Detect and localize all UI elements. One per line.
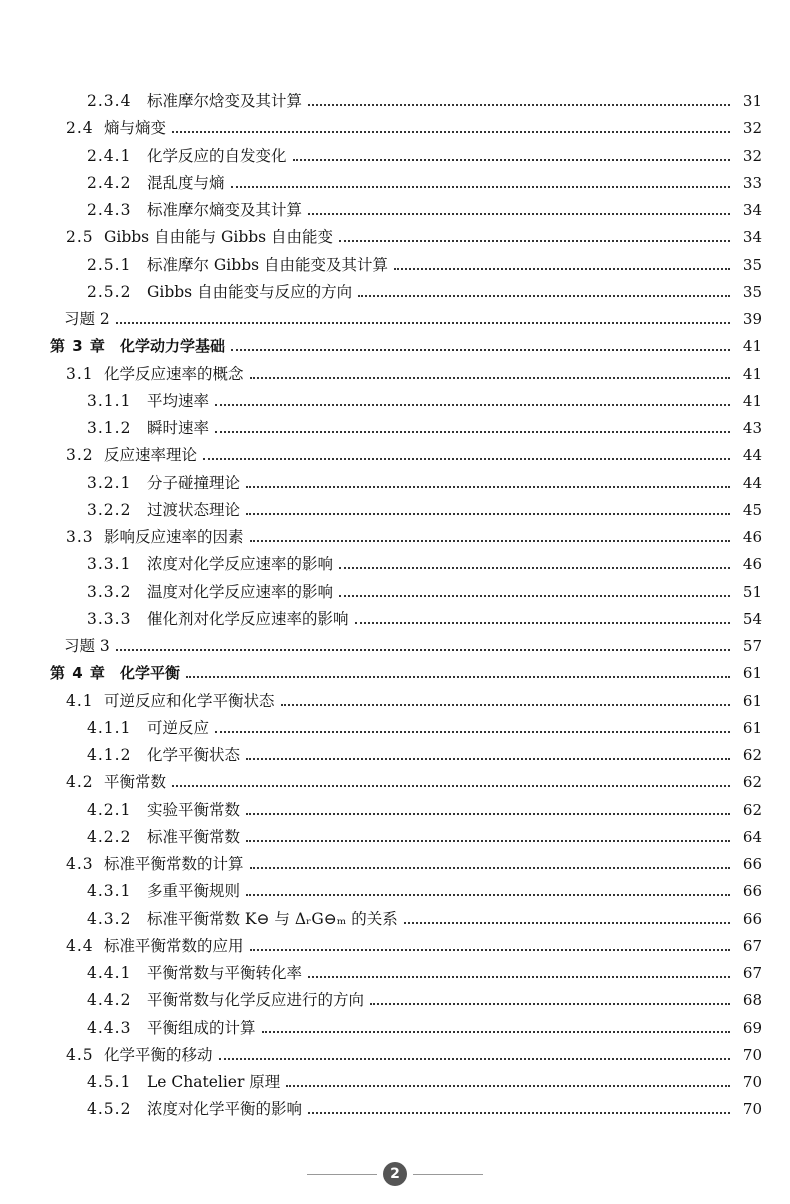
toc-entry-title: 标准平衡常数 K⊖ 与 ΔᵣG⊖ₘ 的关系: [147, 909, 398, 928]
toc-entry-section: [0, 361, 790, 388]
dot-leader: [339, 566, 730, 569]
dot-leader: [250, 866, 730, 869]
toc-entry-page: 62: [742, 773, 762, 792]
toc-entry-subsection: [0, 170, 790, 197]
toc-entry-number: 4.4.1: [87, 964, 132, 982]
toc-entry-title: 多重平衡规则: [147, 882, 241, 901]
toc-entry-title: 化学反应速率的概念: [104, 364, 244, 383]
toc-entry-page: 61: [742, 718, 762, 737]
toc-entry-number: 2.3.4: [87, 92, 132, 110]
toc-entry-subsection: [0, 797, 790, 824]
toc-entry-page: 66: [742, 882, 762, 901]
toc-entry-title: 可逆反应和化学平衡状态: [104, 691, 275, 710]
toc-entry-page: 34: [742, 228, 762, 247]
toc-entry-title: 熵与熵变: [104, 119, 167, 138]
dot-leader: [308, 1111, 730, 1114]
dot-leader: [215, 730, 730, 733]
toc-entry-number: 2.4: [66, 119, 94, 138]
dot-leader: [250, 539, 730, 542]
dot-leader: [308, 103, 730, 106]
toc-entry-title: 影响反应速率的因素: [104, 528, 244, 546]
toc-entry-page: 34: [742, 201, 762, 219]
toc-entry-page: 68: [742, 991, 762, 1010]
toc-entry-number: 第 3 章: [50, 337, 106, 356]
toc-entry-page: 70: [742, 1073, 762, 1091]
toc-entry-title: 化学平衡: [120, 664, 181, 683]
toc-entry-exercise: [0, 633, 790, 660]
toc-entry-page: 39: [742, 310, 762, 328]
toc-entry-title: 标准摩尔焓变及其计算: [147, 92, 303, 110]
toc-entry-subsection: [0, 470, 790, 497]
toc-entry-section: [0, 688, 790, 715]
toc-entry-page: 46: [742, 528, 762, 546]
dot-leader: [215, 430, 730, 433]
toc-entry-number: 4.5.1: [87, 1073, 132, 1091]
toc-entry-number: 3.3.2: [87, 582, 132, 601]
toc-entry-number: 3.1.1: [87, 391, 132, 410]
toc-entry-subsection: [0, 88, 790, 115]
toc-entry-subsection: [0, 606, 790, 633]
footer-rule-left: [307, 1174, 377, 1175]
toc-entry-number: 4.4.3: [87, 1018, 132, 1037]
toc-entry-page: 61: [742, 691, 762, 710]
toc-entry-section: [0, 115, 790, 142]
toc-entry-page: 67: [742, 936, 762, 955]
toc-entry-number: 3.3.3: [87, 609, 132, 628]
dot-leader: [339, 594, 730, 597]
toc-entry-title: 温度对化学反应速率的影响: [147, 582, 334, 601]
toc-entry-subsection: [0, 497, 790, 524]
toc-entry-title: 标准平衡常数: [147, 827, 241, 846]
toc-entry-number: 4.3.1: [87, 882, 132, 901]
toc-entry-number: 2.4.2: [87, 173, 132, 192]
toc-entry-number: 4.1.2: [87, 746, 132, 764]
toc-entry-page: 66: [742, 909, 762, 928]
toc-entry-title: 过渡状态理论: [147, 500, 241, 519]
toc-entry-title: 化学平衡状态: [147, 746, 241, 764]
toc-entry-title: 平衡常数: [104, 773, 167, 792]
toc-entry-number: 3.2.1: [87, 473, 132, 492]
toc-entry-page: 46: [742, 555, 762, 574]
toc-entry-subsection: [0, 742, 790, 769]
toc-entry-title: 平衡常数与平衡转化率: [147, 964, 303, 982]
dot-leader: [172, 130, 730, 133]
toc-entry-subsection: [0, 252, 790, 279]
toc-entry-title: 化学反应的自发变化: [147, 146, 287, 165]
toc-entry-number: 4.5.2: [87, 1100, 132, 1119]
dot-leader: [394, 267, 730, 270]
toc-entry-title: 习题 2: [64, 310, 110, 328]
page-number-badge: 2: [383, 1162, 407, 1186]
toc-entry-title: 可逆反应: [147, 718, 210, 737]
toc-entry-subsection: [0, 279, 790, 306]
toc-entry-number: 4.4.2: [87, 991, 132, 1010]
toc-entry-title: 标准摩尔 Gibbs 自由能变及其计算: [147, 255, 388, 274]
dot-leader: [370, 1002, 730, 1005]
toc-entry-chapter: [0, 333, 790, 360]
toc-entry-title: 标准摩尔熵变及其计算: [147, 201, 303, 219]
dot-leader: [215, 403, 730, 406]
dot-leader: [358, 294, 730, 297]
toc-entry-title: 实验平衡常数: [147, 800, 241, 819]
toc-entry-page: 44: [742, 446, 762, 465]
toc-entry-subsection: [0, 1015, 790, 1042]
toc-entry-page: 51: [742, 582, 762, 601]
toc-entry-number: 3.2.2: [87, 500, 132, 519]
toc-entry-subsection: [0, 824, 790, 851]
toc-entry-page: 31: [742, 92, 762, 110]
toc-entry-section: [0, 769, 790, 796]
dot-leader: [246, 512, 730, 515]
toc-entry-subsection: [0, 143, 790, 170]
dot-leader: [219, 1057, 730, 1060]
table-of-contents: [0, 88, 790, 1124]
toc-entry-page: 57: [742, 637, 762, 655]
toc-entry-page: 62: [742, 746, 762, 764]
toc-entry-number: 4.4: [66, 936, 94, 955]
toc-entry-page: 62: [742, 800, 762, 819]
toc-entry-chapter: [0, 660, 790, 687]
dot-leader: [203, 457, 730, 460]
dot-leader: [355, 621, 730, 624]
toc-entry-subsection: [0, 1096, 790, 1123]
dot-leader: [286, 1084, 730, 1087]
dot-leader: [246, 893, 730, 896]
dot-leader: [339, 239, 730, 242]
toc-entry-subsection: [0, 715, 790, 742]
toc-entry-page: 41: [742, 337, 762, 356]
dot-leader: [246, 839, 730, 842]
toc-entry-number: 4.1.1: [87, 718, 132, 737]
dot-leader: [308, 975, 730, 978]
toc-entry-page: 32: [742, 119, 762, 138]
dot-leader: [262, 1030, 730, 1033]
dot-leader: [231, 348, 730, 351]
toc-entry-number: 2.5.1: [87, 255, 132, 274]
toc-entry-title: Gibbs 自由能与 Gibbs 自由能变: [104, 228, 334, 247]
toc-entry-page: 61: [742, 664, 762, 683]
toc-entry-number: 4.1: [66, 691, 94, 710]
toc-entry-page: 35: [742, 282, 762, 301]
toc-entry-title: 平衡组成的计算: [147, 1018, 256, 1037]
dot-leader: [404, 921, 730, 924]
toc-entry-title: 浓度对化学反应速率的影响: [147, 555, 334, 574]
dot-leader: [172, 784, 730, 787]
toc-entry-number: 3.1: [66, 364, 94, 383]
toc-entry-number: 2.4.3: [87, 201, 132, 219]
toc-entry-page: 69: [742, 1018, 762, 1037]
toc-entry-page: 54: [742, 609, 762, 628]
dot-leader: [250, 376, 730, 379]
toc-entry-subsection: [0, 551, 790, 578]
toc-entry-subsection: [0, 987, 790, 1014]
footer-rule-right: [413, 1174, 483, 1175]
toc-entry-title: 平均速率: [147, 391, 210, 410]
toc-entry-subsection: [0, 878, 790, 905]
dot-leader: [308, 212, 730, 215]
toc-entry-section: [0, 224, 790, 251]
toc-entry-title: 浓度对化学平衡的影响: [147, 1100, 303, 1119]
toc-entry-page: 43: [742, 419, 762, 437]
toc-entry-page: 66: [742, 855, 762, 873]
toc-entry-number: 4.3: [66, 855, 94, 873]
toc-entry-page: 41: [742, 391, 762, 410]
toc-entry-section: [0, 1042, 790, 1069]
dot-leader: [293, 158, 730, 161]
toc-entry-title: 瞬时速率: [147, 419, 210, 437]
toc-entry-number: 2.4.1: [87, 146, 132, 165]
toc-entry-page: 35: [742, 255, 762, 274]
toc-entry-number: 3.1.2: [87, 419, 132, 437]
toc-entry-page: 67: [742, 964, 762, 982]
toc-entry-page: 41: [742, 364, 762, 383]
toc-entry-exercise: [0, 306, 790, 333]
toc-entry-section: [0, 851, 790, 878]
toc-entry-title: 混乱度与熵: [147, 173, 225, 192]
toc-entry-number: 4.2: [66, 773, 94, 792]
toc-entry-page: 70: [742, 1100, 762, 1119]
toc-entry-number: 3.2: [66, 446, 94, 465]
toc-entry-number: 4.2.1: [87, 800, 132, 819]
toc-entry-number: 3.3.1: [87, 555, 132, 574]
toc-entry-section: [0, 933, 790, 960]
toc-entry-title: Le Chatelier 原理: [147, 1073, 281, 1091]
toc-entry-title: 反应速率理论: [104, 446, 198, 465]
toc-entry-number: 2.5: [66, 228, 94, 247]
toc-entry-subsection: [0, 415, 790, 442]
toc-entry-number: 第 4 章: [50, 664, 106, 683]
toc-entry-number: 4.3.2: [87, 909, 132, 928]
toc-entry-number: 2.5.2: [87, 282, 132, 301]
toc-entry-title: 分子碰撞理论: [147, 473, 241, 492]
toc-entry-subsection: [0, 960, 790, 987]
dot-leader: [116, 321, 730, 324]
dot-leader: [246, 757, 730, 760]
toc-entry-title: 标准平衡常数的应用: [104, 936, 244, 955]
toc-entry-subsection: [0, 906, 790, 933]
dot-leader: [246, 812, 730, 815]
toc-entry-section: [0, 524, 790, 551]
dot-leader: [116, 648, 730, 651]
page-footer: [0, 1162, 790, 1186]
toc-entry-number: 4.5: [66, 1045, 94, 1064]
toc-entry-page: 44: [742, 473, 762, 492]
dot-leader: [231, 185, 730, 188]
toc-entry-title: Gibbs 自由能变与反应的方向: [147, 282, 353, 301]
toc-entry-page: 32: [742, 146, 762, 165]
toc-entry-page: 33: [742, 173, 762, 192]
toc-entry-subsection: [0, 579, 790, 606]
toc-entry-subsection: [0, 1069, 790, 1096]
toc-entry-page: 45: [742, 500, 762, 519]
toc-entry-title: 平衡常数与化学反应进行的方向: [147, 991, 365, 1010]
dot-leader: [250, 948, 730, 951]
dot-leader: [186, 675, 730, 678]
toc-entry-page: 64: [742, 827, 762, 846]
toc-entry-number: 4.2.2: [87, 827, 132, 846]
toc-entry-title: 标准平衡常数的计算: [104, 855, 244, 873]
toc-entry-subsection: [0, 388, 790, 415]
toc-entry-title: 化学动力学基础: [120, 337, 226, 356]
toc-entry-number: 3.3: [66, 528, 94, 546]
toc-entry-page: 70: [742, 1045, 762, 1064]
toc-entry-subsection: [0, 197, 790, 224]
dot-leader: [281, 703, 730, 706]
toc-entry-title: 催化剂对化学反应速率的影响: [147, 609, 349, 628]
toc-entry-title: 化学平衡的移动: [104, 1045, 213, 1064]
toc-entry-title: 习题 3: [64, 637, 110, 655]
dot-leader: [246, 485, 730, 488]
toc-entry-section: [0, 442, 790, 469]
